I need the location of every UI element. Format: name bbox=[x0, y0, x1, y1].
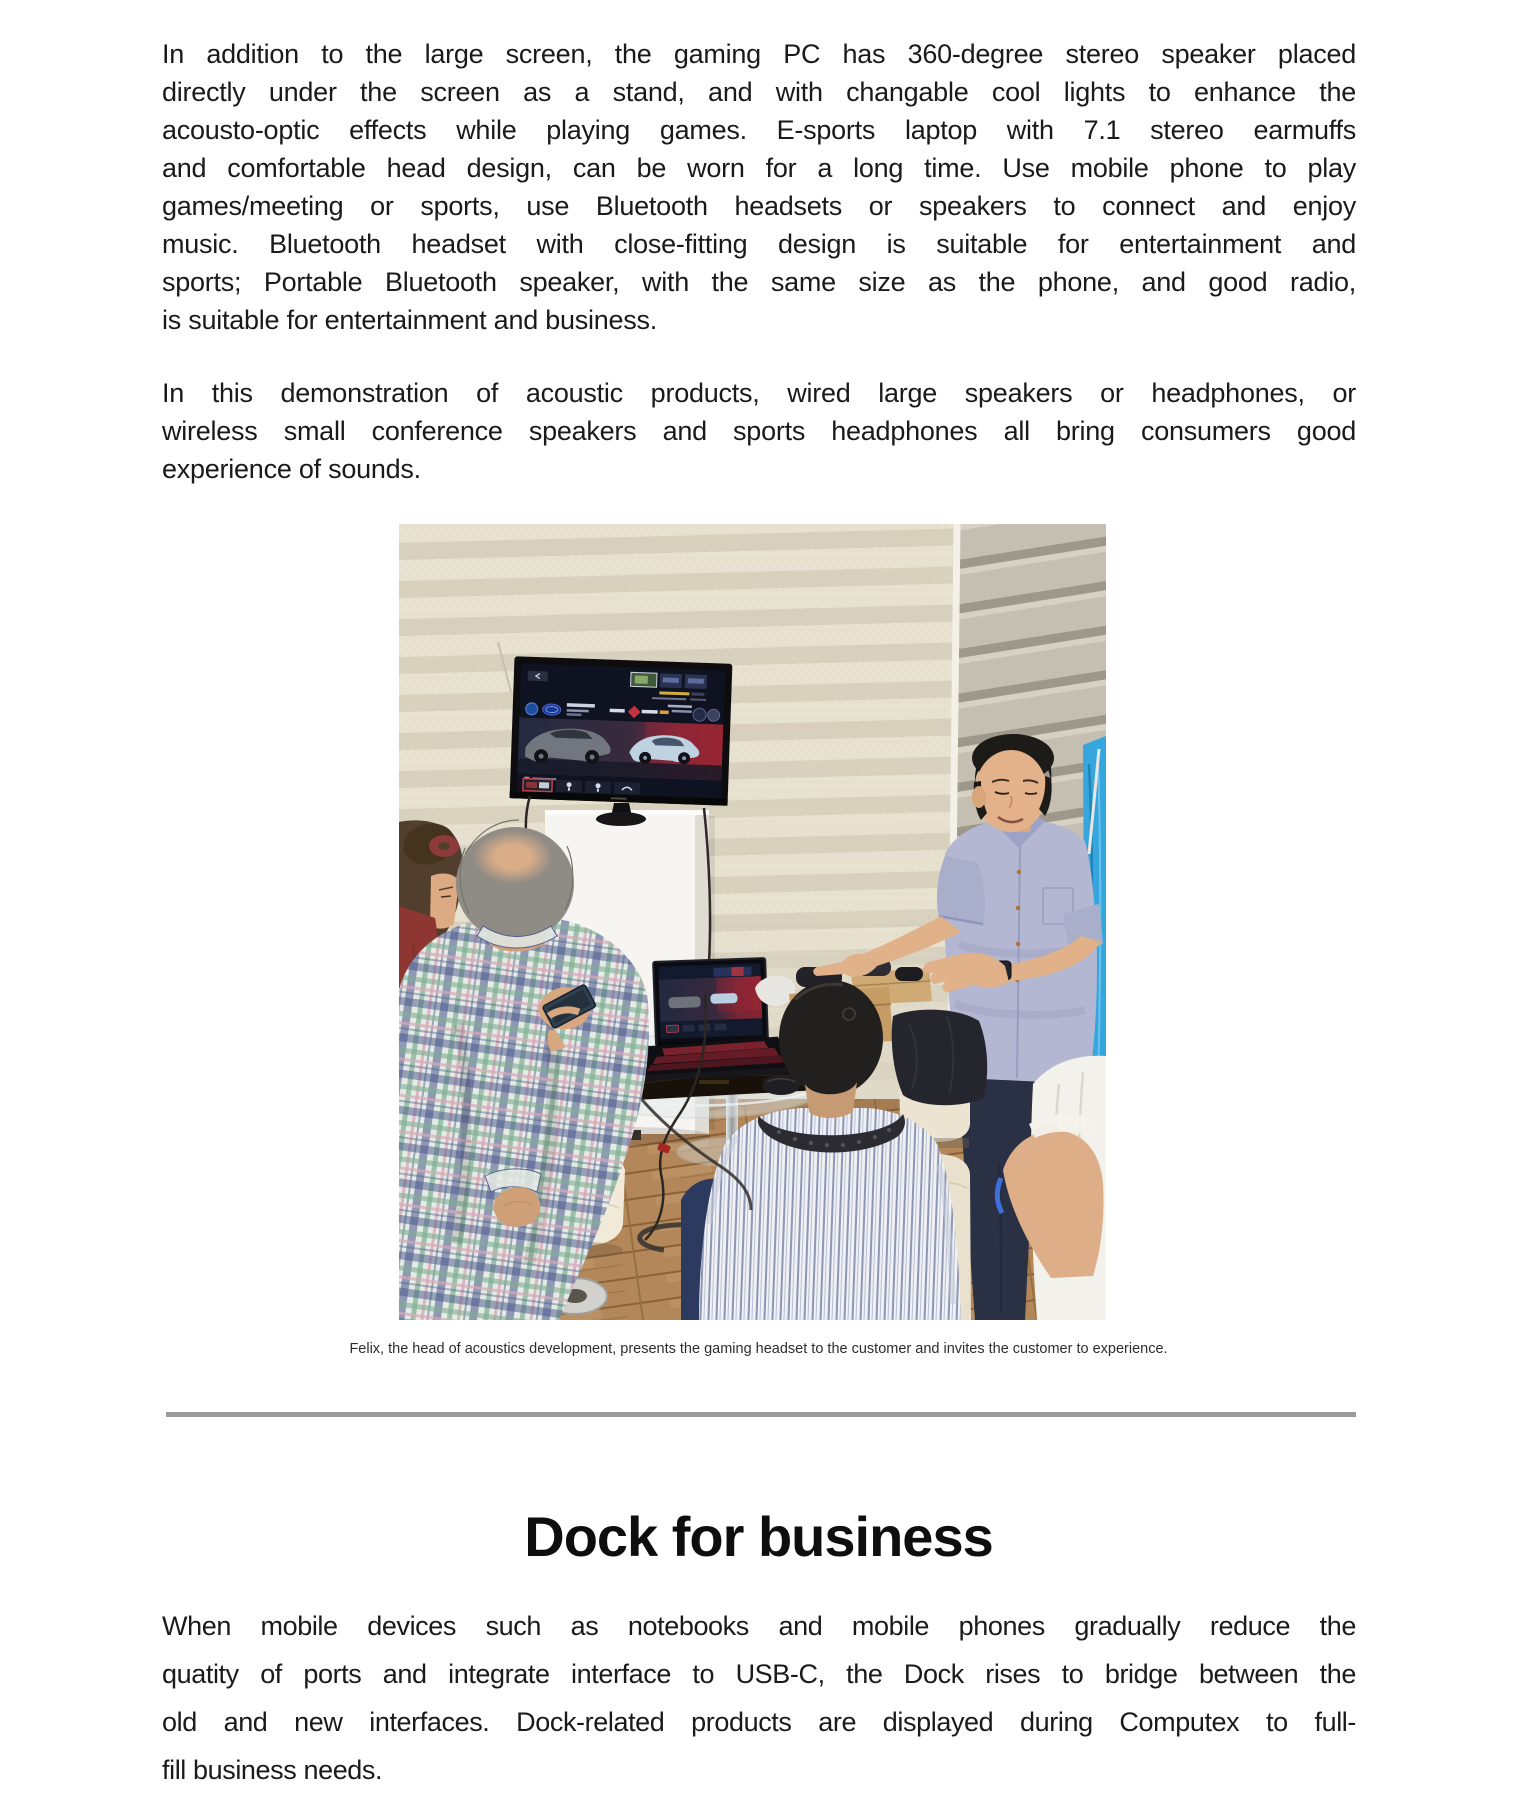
tv-stand-base bbox=[596, 812, 646, 826]
jacket-on-chair bbox=[892, 1010, 987, 1106]
demo-room-photo bbox=[399, 524, 1106, 1320]
text-line: and comfortable head design, can be worn for a long time. Use mobile phone to play bbox=[162, 153, 1356, 183]
section-divider bbox=[166, 1412, 1356, 1417]
text-line: In this demonstration of acoustic products, wired large speakers or headphones, or bbox=[162, 378, 1356, 408]
text-line: old and new interfaces. Dock-related products are displayed during Computex to full- bbox=[162, 1707, 1356, 1737]
text-line: When mobile devices such as notebooks and mobile phones gradually reduce the bbox=[162, 1611, 1356, 1641]
text-line: acousto-optic effects while playing games. E-sports laptop with 7.1 stereo earmuffs bbox=[162, 115, 1356, 145]
text-line: directly under the screen as a stand, and with changable cool lights to enhance the bbox=[162, 77, 1356, 107]
seated-customer-head bbox=[779, 980, 883, 1096]
text-line: games/meeting or sports, use Bluetooth headsets or speakers to connect and enjoy bbox=[162, 191, 1356, 221]
text-line: fill business needs. bbox=[162, 1755, 383, 1785]
paragraph-acoustics-demo bbox=[162, 374, 1356, 488]
text-line: In addition to the large screen, the gaming PC has 360-degree stereo speaker placed bbox=[162, 39, 1356, 69]
text-line: sports; Portable Bluetooth speaker, with the same size as the phone, and good radio, bbox=[162, 267, 1356, 297]
text-line: quatity of ports and integrate interface to USB-C, the Dock rises to bridge between the bbox=[162, 1659, 1356, 1689]
demo-room-photo-graphic bbox=[399, 524, 1106, 1320]
text-line: music. Bluetooth headset with close-fitting design is suitable for entertainment and bbox=[162, 229, 1356, 259]
section-heading-dock-for-business: Dock for business bbox=[524, 1505, 993, 1568]
paragraph-dock-for-business bbox=[162, 1602, 1356, 1794]
text-line: is suitable for entertainment and business. bbox=[162, 305, 658, 335]
wall-tv bbox=[510, 656, 733, 806]
paragraph-acoustics-intro bbox=[162, 35, 1356, 339]
text-line: wireless small conference speakers and sports headphones all bring consumers good bbox=[162, 416, 1356, 446]
photo-caption: Felix, the head of acoustics development, presents the gaming headset to the customer and invites the customer to experience. bbox=[349, 1341, 1168, 1357]
text-line: experience of sounds. bbox=[162, 454, 421, 484]
